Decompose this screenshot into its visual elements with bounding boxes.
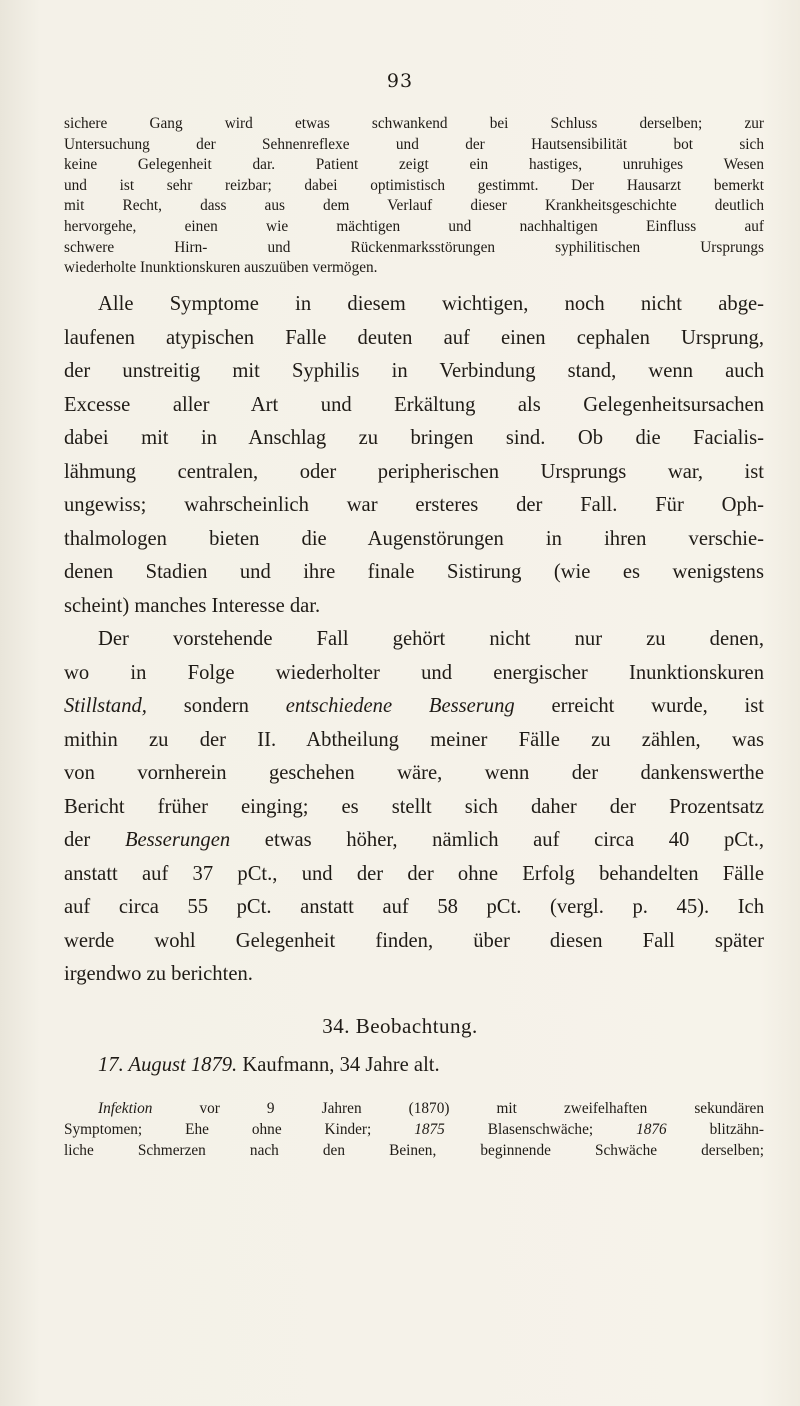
case-date: 17. August 1879. <box>98 1054 238 1076</box>
text-line: Infektion vor 9 Jahren (1870) mit zweifelhaften sekundären <box>98 1100 764 1117</box>
text-line: auf circa 55 pCt. anstatt auf 58 pCt. (vergl. p. 45). Ich <box>64 896 764 918</box>
text-line: anstatt auf 37 pCt., und der der ohne Erfolg behandelten Fälle <box>64 862 764 885</box>
text-line: und ist sehr reizbar; dabei optimistisch gestimmt. Der Hausarzt bemerkt <box>64 176 764 194</box>
text-line: lähmung centralen, oder peripherischen Ursprungs war, ist <box>64 460 764 483</box>
emphasis-besserung: entschiedene Besserung <box>285 695 515 717</box>
paragraph-case-classification <box>64 623 764 992</box>
text-line: Excesse aller Art und Erkältung als Gelegenheitsursachen <box>64 393 764 416</box>
text-line: irgendwo zu berichten. <box>64 963 253 985</box>
text-line: wo in Folge wiederholter und energischer Inunktionskuren <box>64 661 764 684</box>
text-line: Alle Symptome in diesem wichtigen, noch nicht abge- <box>98 293 764 315</box>
text-line: liche Schmerzen nach den Beinen, beginnende Schwäche derselben; <box>64 1142 764 1159</box>
text-line: wiederholte Inunktionskuren auszuüben vermögen. <box>64 259 378 277</box>
text-line: von vornherein geschehen wäre, wenn der dankenswerthe <box>64 762 764 784</box>
case-patient: Kaufmann, 34 Jahre alt. <box>237 1054 440 1076</box>
text-line: der Besserungen etwas höher, nämlich auf circa 40 pCt., <box>64 829 764 851</box>
text-line: mit Recht, dass aus dem Verlauf dieser Krankheitsgeschichte deutlich <box>64 197 764 215</box>
section-heading: 34. Beobachtung. <box>322 1014 478 1038</box>
text-line: Bericht früher einging; es stellt sich daher der Prozentsatz <box>64 795 764 818</box>
text-line: ungewiss; wahrscheinlich war ersteres der Fall. Für Oph- <box>64 494 764 516</box>
text-line: denen Stadien und ihre finale Sistirung (wie es wenigstens <box>64 561 764 583</box>
case-dateline <box>98 1054 718 1077</box>
text-line: Untersuchung der Sehnenreflexe und der Hautsensibilität bot sich <box>64 135 764 153</box>
text-line: dabei mit in Anschlag zu bringen sind. Ob die Facialis- <box>64 427 764 449</box>
paragraph-symptoms <box>64 288 764 623</box>
text-line: Der vorstehende Fall gehört nicht nur zu denen, <box>98 628 764 650</box>
text-line: der unstreitig mit Syphilis in Verbindung stand, wenn auch <box>64 360 764 382</box>
text-line: Symptomen; Ehe ohne Kinder; 1875 Blasenschwäche; 1876 blitzähn- <box>64 1121 764 1138</box>
text-line: scheint) manches Interesse dar. <box>64 594 321 617</box>
page-number: 93 <box>386 70 414 92</box>
emphasis-stillstand: Stillstand, <box>64 695 147 717</box>
text-line: keine Gelegenheit dar. Patient zeigt ein hastiges, unruhiges Wesen <box>64 156 764 174</box>
text-line: hervorgehe, einen wie mächtigen und nachhaltigen Einfluss auf <box>64 217 764 235</box>
text-line: Stillstand, sondern entschiedene Besserung erreicht wurde, ist <box>64 695 764 717</box>
case-history <box>64 1098 764 1161</box>
text-line: laufenen atypischen Falle deuten auf einen cephalen Ursprung, <box>64 326 764 349</box>
text-line: schwere Hirn- und Rückenmarksstörungen syphilitischen Ursprungs <box>64 238 764 256</box>
text-line: thalmologen bieten die Augenstörungen in ihren verschie- <box>64 527 764 550</box>
emphasis-besserungen: Besserungen <box>124 829 231 851</box>
text-line: werde wohl Gelegenheit finden, über diesen Fall später <box>64 929 764 952</box>
intro-paragraph <box>64 114 764 279</box>
text-line: mithin zu der II. Abtheilung meiner Fälle zu zählen, was <box>64 728 764 751</box>
text-line: sichere Gang wird etwas schwankend bei Schluss derselben; zur <box>64 115 764 132</box>
